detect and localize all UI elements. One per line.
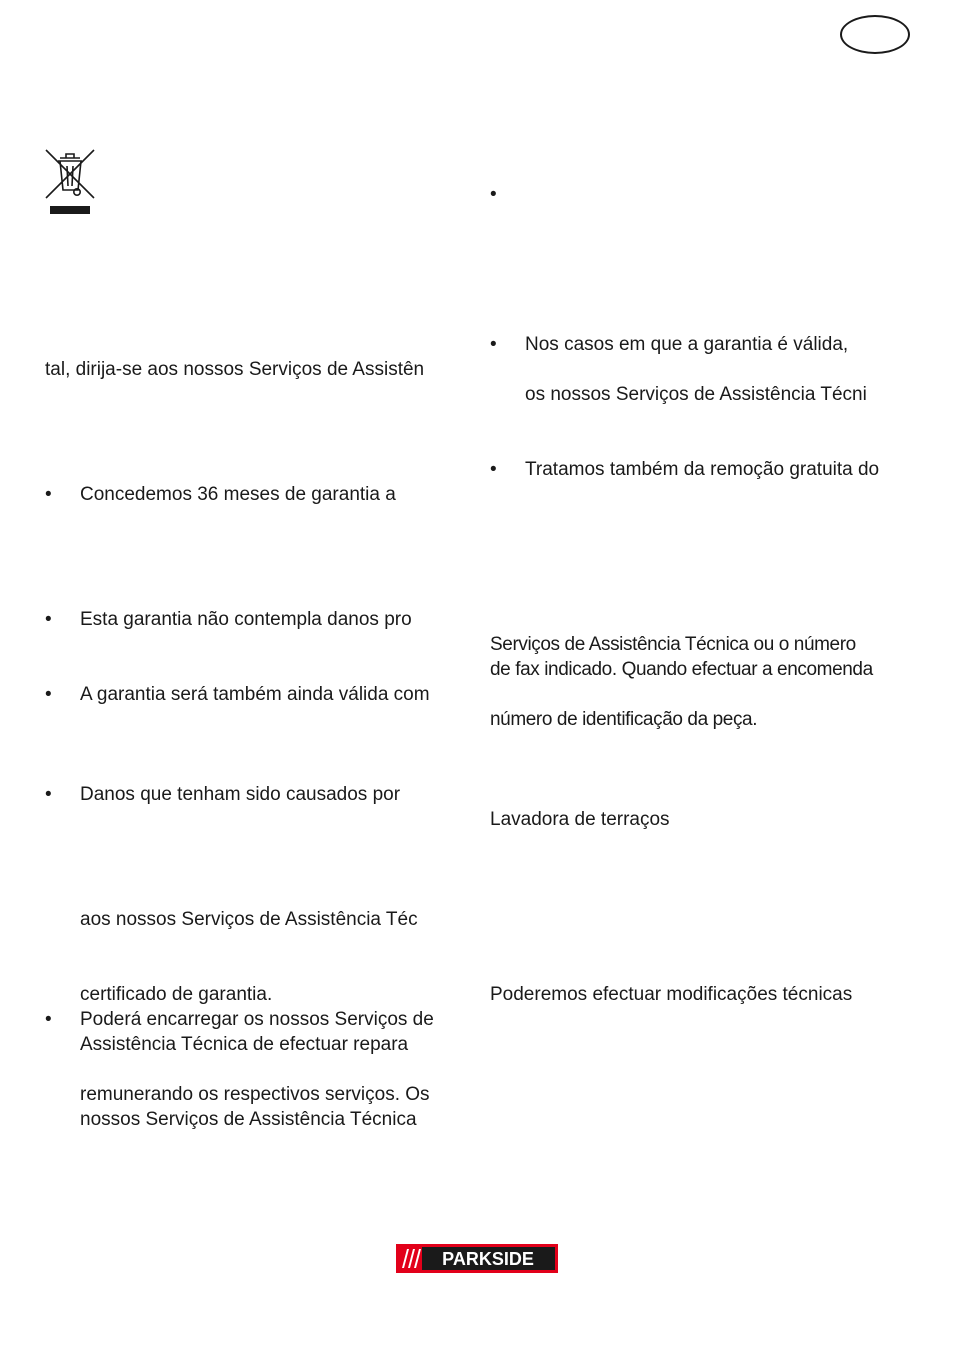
left-bullet-4: Danos que tenham sido causados por [80,784,401,805]
crossed-out-wheelie-bin-icon [44,148,96,216]
left-service-line: tal, dirija-se aos nossos Serviços de Assistên [45,359,425,380]
right-bullet-2: Tratamos também da remoção gratuita do [525,459,880,480]
bullet: • [490,184,497,205]
bullet: • [490,459,497,480]
right-spares-line-3: número de identificação da peça. [490,709,758,730]
bullet: • [45,609,52,630]
bullet: • [45,1009,52,1030]
logo-text: PARKSIDE [442,1249,534,1269]
bullet: • [45,684,52,705]
language-badge [840,15,910,54]
right-bullet-1-line-1: Nos casos em que a garantia é válida, [525,334,849,355]
left-bullet-5-line-1: Poderá encarregar os nossos Serviços de [80,1009,434,1030]
bullet: • [490,334,497,355]
left-bullet-3: A garantia será também ainda válida com [80,684,430,705]
right-spares-line-1: Serviços de Assistência Técnica ou o número [490,634,856,655]
left-bullet-1: Concedemos 36 meses de garantia a [80,484,396,505]
left-bullet-2: Esta garantia não contempla danos pro [80,609,412,630]
right-bullet-1-line-2: os nossos Serviços de Assistência Técni [525,384,867,405]
left-tec-line: aos nossos Serviços de Assistência Téc [80,909,418,930]
right-spares-line-2: de fax indicado. Quando efectuar a encomenda [490,659,873,680]
bullet: • [45,484,52,505]
right-modifications-line: Poderemos efectuar modificações técnicas [490,984,853,1005]
bullet: • [45,784,52,805]
parkside-logo [396,1244,558,1273]
left-cert-line: certificado de garantia. [80,984,273,1005]
product-name: Lavadora de terraços [490,809,670,830]
left-bullet-5-line-4: nossos Serviços de Assistência Técnica [80,1109,417,1130]
left-bullet-5-line-2: Assistência Técnica de efectuar repara [80,1034,409,1055]
left-bullet-5-line-3: remunerando os respectivos serviços. Os [80,1084,430,1105]
